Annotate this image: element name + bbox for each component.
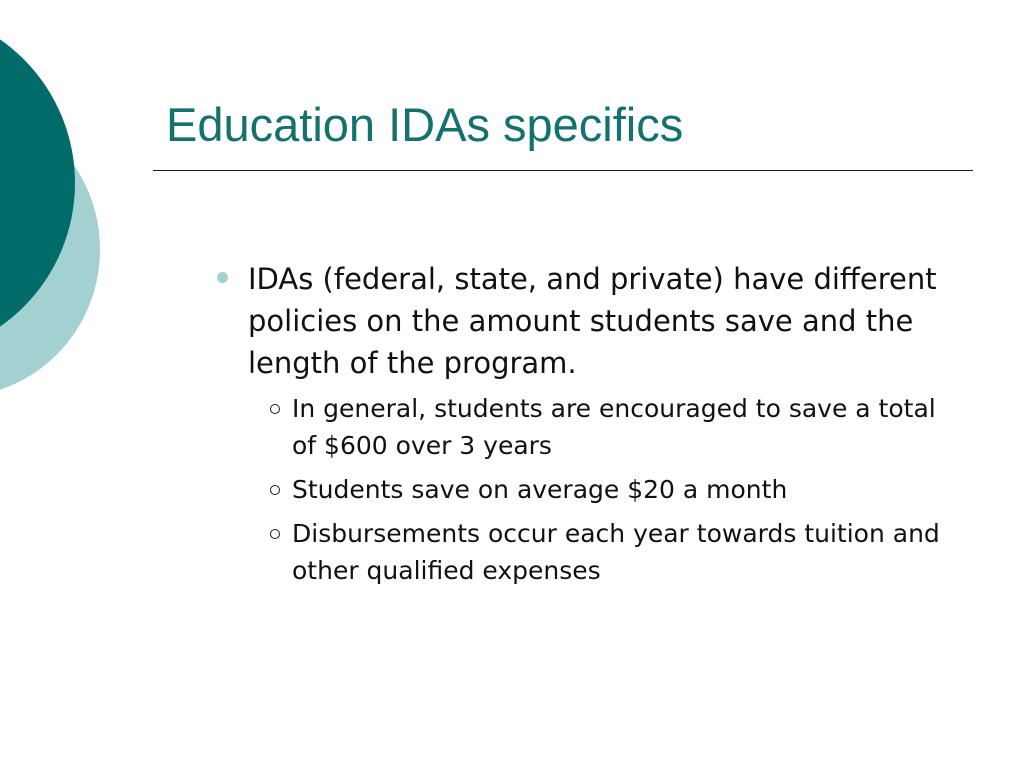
title-divider (153, 170, 973, 171)
hollow-circle-bullet-icon (270, 404, 280, 414)
slide-title: Education IDAs specifics (166, 98, 684, 151)
sub-bullet-text: In general, students are encouraged to save a total of $600 over 3 years (292, 394, 936, 460)
bullet-dot-icon (217, 272, 228, 283)
main-bullet-text: IDAs (federal, state, and private) have different policies on the amount students save and the length of the program. (248, 262, 937, 380)
hollow-circle-bullet-icon (270, 529, 280, 539)
sub-bullet-text: Disbursements occur each year towards tuition and other qualified expenses (292, 519, 940, 585)
sub-bullet (216, 390, 956, 464)
sub-bullet-text: Students save on average $20 a month (292, 475, 788, 504)
main-bullet (216, 258, 956, 384)
sub-bullet-list (216, 390, 956, 589)
slide-body (216, 258, 956, 596)
sub-bullet (216, 471, 956, 508)
sub-bullet (216, 515, 956, 589)
hollow-circle-bullet-icon (270, 485, 280, 495)
